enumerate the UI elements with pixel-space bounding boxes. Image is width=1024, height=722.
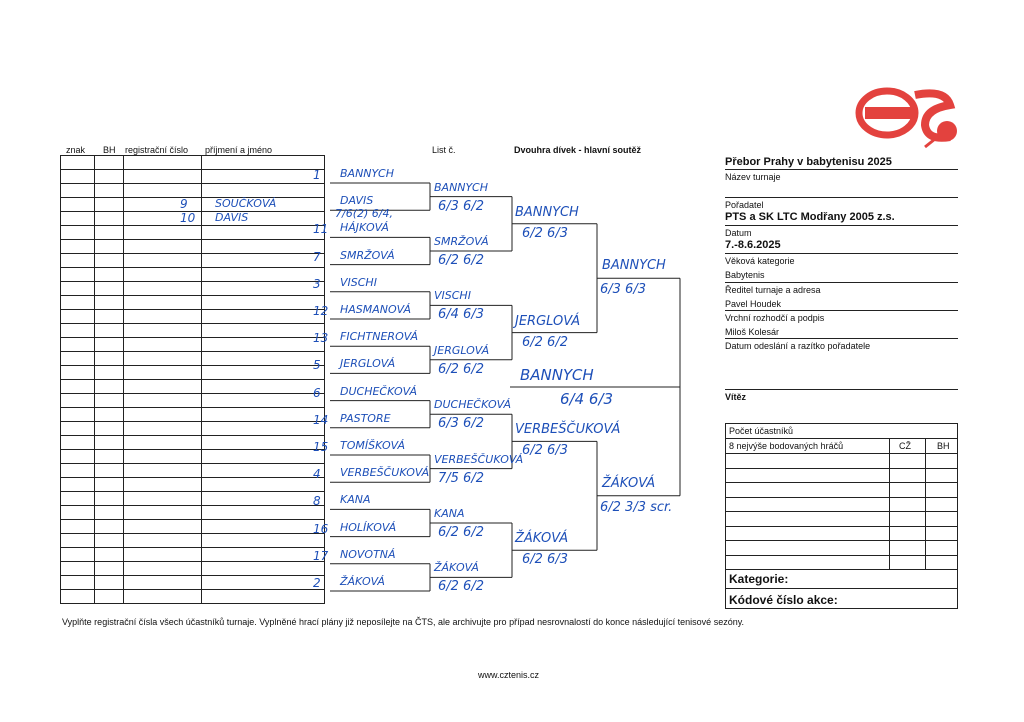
registration-seed: 10 (180, 211, 196, 225)
round2-player: DUCHEČKOVÁ (434, 398, 511, 412)
seed-number: 5 (313, 358, 321, 373)
footer-url[interactable]: www.cztenis.cz (478, 670, 540, 680)
round2-score: 6/2 6/2 (438, 525, 484, 540)
round3-score: 6/2 6/3 (522, 443, 568, 459)
seed-number: 15 (313, 440, 329, 454)
semifinal-player: BANNYCH (602, 258, 666, 274)
round3-score: 6/2 6/3 (522, 225, 568, 241)
round2-player: VISCHI (434, 289, 471, 303)
referee-label: Vrchní rozhodčí a podpis (725, 313, 825, 323)
registration-name: DAVIS (215, 211, 249, 224)
top8-row (726, 482, 957, 483)
seed-number: 7 (313, 249, 321, 264)
final-winner: BANNYCH (520, 366, 594, 384)
registration-seed: 9 (180, 197, 188, 211)
seed-number: 16 (313, 521, 329, 536)
header-list: List č. (432, 145, 456, 155)
round2-score: 6/3 6/2 (438, 416, 484, 432)
round1-player: VERBEŠČUKOVÁ (340, 466, 430, 480)
round1-player: PASTORE (340, 411, 391, 425)
round2-score: 6/3 6/2 (438, 198, 484, 214)
participants-label: Počet účastníků (729, 426, 794, 436)
top8-row (726, 526, 957, 527)
send-label: Datum odeslání a razítko pořadatele (725, 341, 871, 351)
tournament-name-label: Název turnaje (725, 172, 781, 182)
director: Pavel Houdek (725, 299, 782, 309)
final-score: 6/4 6/3 (560, 390, 614, 408)
col-cz: CŽ (899, 441, 911, 451)
round2-player: VERBEŠČUKOVÁ (434, 452, 524, 466)
top8-row (726, 511, 957, 512)
winner-label: Vítěz (725, 392, 747, 402)
round1-player: KANA (340, 493, 371, 507)
header-name: příjmení a jméno (205, 145, 273, 155)
round2-score: 6/2 6/2 (438, 253, 484, 268)
seed-number: 6 (313, 385, 321, 400)
seed-number: 4 (313, 467, 321, 482)
round1-player: HOLÍKOVÁ (340, 520, 397, 534)
seed-number: 3 (313, 276, 321, 291)
top8-row (726, 468, 957, 469)
age-label: Věková kategorie (725, 256, 795, 266)
footer-note: Vyplňte registrační čísla všech účastníků turnaje. Vyplněné hrací plány již neposílejte na ČTS, ale archivujte pro případ nesrovnalostí do konce následující tenisové sezóny. (62, 617, 745, 627)
round1-player: TOMÍŠKOVÁ (340, 439, 405, 452)
seed-number: 2 (313, 576, 321, 590)
round2-player: SMRŽOVÁ (434, 235, 489, 248)
seed-number: 17 (313, 548, 329, 563)
round2-player: KANA (434, 507, 465, 520)
round3-player: JERGLOVÁ (515, 313, 581, 329)
director-label: Ředitel turnaje a adresa (725, 285, 821, 295)
registration-name: SOUČKOVÁ (215, 197, 277, 210)
round1-player: SMRŽOVÁ (340, 248, 395, 262)
round1-player: HASMANOVÁ (340, 303, 411, 316)
top8-row (726, 453, 957, 454)
top8-row (726, 555, 957, 556)
col-bh: BH (937, 441, 950, 451)
round1-player: JERGLOVÁ (340, 357, 396, 371)
round3-player: VERBEŠČUKOVÁ (515, 422, 621, 438)
participants-box (725, 423, 958, 609)
round3-player: BANNYCH (515, 204, 579, 220)
round1-player: FICHTNEROVÁ (340, 330, 419, 344)
header-znak: znak (66, 145, 86, 155)
round1-player: ŽÁKOVÁ (340, 575, 385, 588)
round1-player: BANNYCH (340, 167, 395, 180)
round1-player: HÁJKOVÁ (340, 221, 389, 235)
round1-player: DAVIS (340, 194, 374, 208)
round3-score: 6/2 6/2 (522, 334, 568, 350)
semifinal-player: ŽÁKOVÁ (602, 475, 656, 491)
round3-player: ŽÁKOVÁ (515, 531, 569, 547)
round2-score: 6/2 6/2 (438, 579, 484, 595)
semifinal-score: 6/2 3/3 scr. (600, 499, 673, 515)
semifinal-score: 6/3 6/3 (600, 282, 646, 298)
round2-player: BANNYCH (434, 180, 489, 194)
seed-number: 12 (313, 304, 329, 318)
seed-number: 1 (313, 168, 321, 182)
round2-score: 6/4 6/3 (438, 307, 484, 323)
seed-number: 11 (313, 222, 329, 237)
round2-player: JERGLOVÁ (434, 343, 490, 357)
seed-number: 8 (313, 494, 321, 509)
age: Babytenis (725, 270, 765, 280)
round1-player: NOVOTNÁ (340, 547, 396, 561)
date-label: Datum (725, 228, 752, 238)
top8-row (726, 497, 957, 498)
tournament-name: Přebor Prahy v babytenisu 2025 (725, 156, 892, 168)
header-bh: BH (103, 145, 116, 155)
seed-number: 14 (313, 412, 329, 427)
organizer-label: Pořadatel (725, 200, 764, 210)
organizer: PTS a SK LTC Modřany 2005 z.s. (725, 211, 895, 223)
round2-score: 6/2 6/2 (438, 361, 484, 377)
category-label: Kategorie: (729, 572, 789, 586)
top8-row (726, 540, 957, 541)
round3-score: 6/2 6/3 (522, 552, 568, 568)
referee: Miloš Kolesár (725, 327, 780, 337)
round1-player: VISCHI (340, 275, 377, 289)
round2-score: 7/5 6/2 (438, 470, 484, 486)
seed-number: 13 (313, 331, 329, 346)
round2-player: ŽÁKOVÁ (434, 561, 479, 575)
round1-extra-score: 7/6(2) 6/4, (335, 207, 393, 220)
top8-label: 8 nejvýše bodovaných hráčů (729, 441, 844, 451)
draw-title: Dvouhra dívek - hlavní soutěž (514, 145, 642, 155)
round1-player: DUCHEČKOVÁ (340, 384, 417, 398)
code-label: Kódové číslo akce: (729, 593, 838, 607)
date: 7.-8.6.2025 (725, 239, 781, 251)
header-reg: registrační číslo (125, 145, 189, 155)
